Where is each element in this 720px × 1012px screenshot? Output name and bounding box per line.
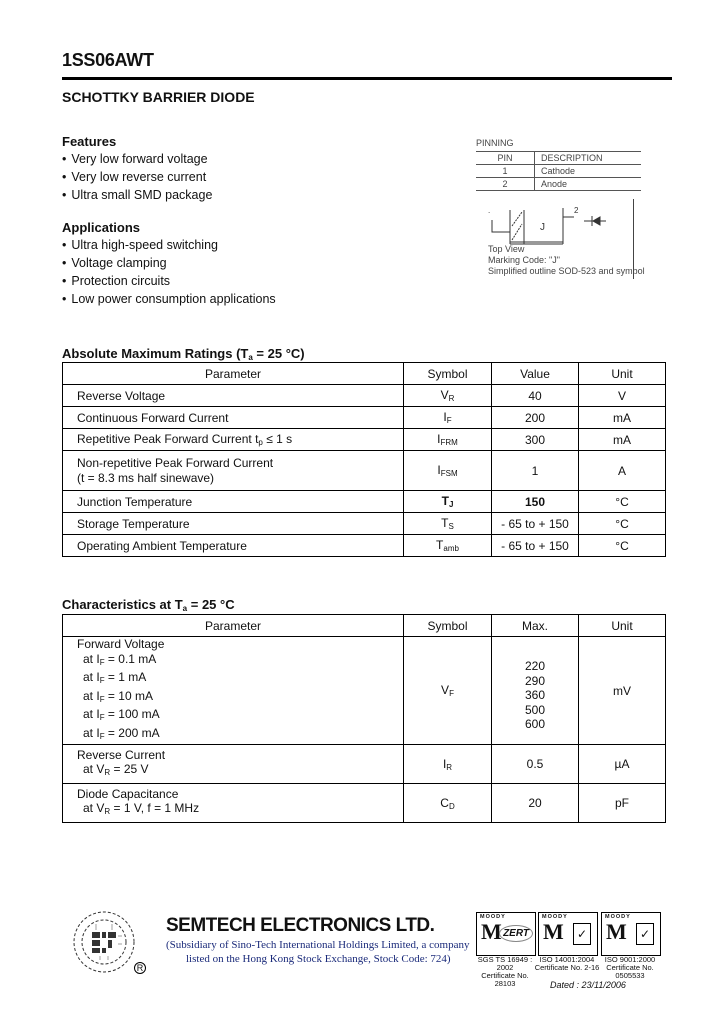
table-row	[476, 152, 641, 165]
cond-sub: F	[99, 731, 105, 741]
cert-standard: SGS TS 16949 : 2002	[477, 955, 533, 972]
param-text: Diode Capacitance	[77, 786, 179, 801]
symbol: I	[437, 463, 441, 477]
symbol-cell	[404, 491, 492, 513]
zert-icon: ZERT	[499, 925, 533, 942]
symbol-cell	[404, 513, 492, 535]
unit-cell: mA	[579, 407, 666, 429]
symbol-sub: F	[446, 416, 452, 425]
param-sub: p	[258, 438, 263, 447]
cond-value: 1 mA	[118, 670, 147, 684]
param-cell	[63, 745, 404, 784]
value-cell: 20	[492, 784, 579, 823]
param-cell: Junction Temperature	[63, 491, 404, 513]
cond-tail: = 25 V	[110, 762, 149, 776]
list-item: • Ultra high-speed switching	[62, 236, 276, 254]
symbol-sub: FRM	[440, 438, 458, 447]
condition-line: at $I_F = 1$ mA	[83, 670, 147, 685]
features-list	[62, 150, 212, 204]
pinning-notes	[488, 244, 645, 277]
cert-standard: ISO 14001:2004	[539, 955, 595, 964]
param-text: Non-repetitive Peak Forward Current	[77, 456, 274, 470]
condition-line	[77, 762, 403, 781]
title-tail: = 25 °C	[187, 597, 235, 612]
header-symbol: Symbol	[404, 363, 492, 385]
param-cell: Operating Ambient Temperature	[63, 535, 404, 557]
symbol-sub: J	[448, 500, 454, 509]
cond-sub: R	[104, 768, 111, 777]
cond-value: 200 mA	[118, 725, 160, 740]
param-text: Forward Voltage	[77, 637, 165, 651]
cert-number: Certificate No. 28103	[481, 971, 529, 988]
value: 600	[524, 717, 546, 732]
pin-number: 1	[476, 165, 535, 178]
note-outline: Simplified outline SOD-523 and symbol	[488, 266, 645, 276]
param-condition: (t = 8.3 ms half sinewave)	[77, 470, 215, 485]
condition-line: at $I_F = 0.1$ mA	[83, 651, 157, 667]
cert-badge-iso9001	[601, 912, 661, 956]
moody-m-icon: M	[606, 919, 627, 944]
param-cell: Reverse Voltage	[63, 385, 404, 407]
sod523-outline-diagram	[486, 200, 626, 246]
cert-number: Certificate No. 0505533	[606, 963, 654, 980]
unit-cell: °C	[579, 535, 666, 557]
table-header-row	[63, 363, 666, 385]
cond-sub: F	[99, 713, 105, 722]
condition-line: at $I_F = 10$ mA	[83, 688, 153, 704]
unit-cell: °C	[579, 513, 666, 535]
symbol-cell	[404, 451, 492, 491]
table-row	[63, 429, 666, 451]
symbol-sub: R	[446, 762, 453, 772]
unit-cell: °C	[579, 491, 666, 513]
symbol-sub: F	[449, 689, 454, 698]
param-cell: Storage Temperature	[63, 513, 404, 535]
unit-cell: mV	[579, 637, 666, 745]
cond-tail: = 1 V, f = 1 MHz	[110, 801, 200, 815]
features-heading: Features	[62, 134, 117, 149]
value-cell: - 65 to + 150	[492, 535, 579, 557]
cert-number: Certificate No. 2-16	[534, 963, 600, 972]
value-cell: 200	[492, 407, 579, 429]
cond-sub: F	[99, 694, 105, 704]
condition-line: at $I_F = 200$ mA	[83, 725, 160, 741]
title-sub: a	[248, 353, 253, 362]
table-row	[476, 165, 641, 178]
cert-caption	[597, 956, 663, 980]
table-row	[63, 513, 666, 535]
symbol-sub: R	[448, 394, 455, 403]
symbol-sub: amb	[443, 544, 459, 553]
title-text: Absolute Maximum Ratings (T	[62, 346, 249, 361]
title-text: Characteristics at T	[62, 597, 183, 612]
moody-m-icon: M	[543, 919, 564, 944]
list-item: • Ultra small SMD package	[62, 186, 212, 204]
cond-prefix: at I	[83, 651, 100, 666]
pin1-label: .	[488, 206, 491, 215]
symbol-cell	[404, 637, 492, 745]
symbol: T	[441, 494, 449, 508]
header-value: Value	[492, 363, 579, 385]
title-rule	[62, 77, 672, 80]
semtech-logo-icon	[72, 910, 136, 974]
header-symbol: Symbol	[404, 615, 492, 637]
value: 220	[524, 659, 546, 674]
applications-list	[62, 236, 276, 308]
symbol-cell	[404, 784, 492, 823]
cert-standard: ISO 9001:2000	[604, 955, 656, 964]
part-number: 1SS06AWT	[62, 50, 154, 70]
param-text: Reverse Current	[77, 747, 166, 762]
symbol-cell	[404, 385, 492, 407]
table-row	[63, 451, 666, 491]
cond-value: 10 mA	[118, 688, 153, 703]
moody-label: MOODY	[605, 914, 631, 920]
table-row	[63, 637, 666, 745]
moody-label: MOODY	[480, 914, 506, 920]
list-item: • Very low forward voltage	[62, 150, 212, 168]
header-max: Max.	[492, 615, 579, 637]
header-unit: Unit	[579, 363, 666, 385]
company-name: SEMTECH ELECTRONICS LTD.	[166, 915, 435, 936]
value: 290	[524, 673, 546, 688]
symbol: V	[440, 388, 449, 402]
pin-number: 2	[476, 178, 535, 191]
cond-prefix: at V	[83, 801, 105, 815]
pin-description: Anode	[535, 178, 642, 191]
value-cell: 300	[492, 429, 579, 451]
cond-prefix: at I	[83, 707, 100, 721]
condition-line: at $I_F = 100$ mA	[83, 707, 160, 722]
table-header-row	[63, 615, 666, 637]
value-cell	[492, 637, 579, 745]
ukas-tick-icon: ✓	[636, 923, 654, 945]
unit-cell: A	[579, 451, 666, 491]
ukas-tick-icon: ✓	[573, 923, 591, 945]
subtitle: SCHOTTKY BARRIER DIODE	[62, 89, 255, 105]
list-item: • Protection circuits	[62, 272, 276, 290]
cert-caption	[534, 956, 600, 972]
company-subsidiary-note	[166, 938, 470, 966]
unit-cell: V	[579, 385, 666, 407]
symbol: C	[440, 795, 449, 810]
cond-prefix: at I	[83, 688, 100, 703]
value-cell: 40	[492, 385, 579, 407]
param-cell	[63, 637, 404, 745]
pinning-table	[476, 151, 641, 191]
symbol-cell	[404, 535, 492, 557]
unit-cell: mA	[579, 429, 666, 451]
registered-mark-icon: R	[134, 962, 146, 974]
symbol: I	[443, 410, 447, 424]
cert-badge-iso14001	[538, 912, 598, 956]
value-cell: 0.5	[492, 745, 579, 784]
symbol: I	[442, 756, 447, 771]
cond-value: 0.1 mA	[118, 651, 157, 666]
symbol: T	[441, 516, 449, 530]
moody-label: MOODY	[542, 914, 568, 920]
table-row	[63, 745, 666, 784]
pin-description: Cathode	[535, 165, 642, 178]
value: 500	[524, 702, 546, 717]
symbol-sub: FSM	[440, 469, 458, 478]
note-marking-code: Marking Code: "J"	[488, 255, 560, 265]
table-row	[63, 385, 666, 407]
param-cell	[63, 451, 404, 491]
list-item: • Low power consumption applications	[62, 290, 276, 308]
value-cell: 1	[492, 451, 579, 491]
value-cell: 150	[492, 491, 579, 513]
header-unit: Unit	[579, 615, 666, 637]
table-row	[63, 407, 666, 429]
title-tail: = 25 °C)	[252, 346, 305, 361]
cert-badge-ts16949	[476, 912, 536, 956]
marking-label: J	[540, 222, 545, 233]
condition-line	[77, 801, 403, 820]
stock-exchange-line: listed on the Hong Kong Stock Exchange, Stock Code: 724)	[186, 953, 451, 965]
symbol-cell	[404, 407, 492, 429]
param-cell: Continuous Forward Current	[63, 407, 404, 429]
symbol: I	[437, 432, 441, 446]
list-item: • Very low reverse current	[62, 168, 212, 186]
symbol-cell	[404, 745, 492, 784]
param-tail: ≤ 1 s	[262, 432, 293, 446]
symbol: V	[441, 683, 450, 697]
symbol-sub: S	[448, 522, 454, 531]
value: 360	[524, 688, 546, 703]
cond-sub: F	[99, 676, 105, 685]
header-parameter: Parameter	[63, 363, 404, 385]
symbol-cell	[404, 429, 492, 451]
table-row	[63, 535, 666, 557]
title-sub: a	[182, 604, 188, 613]
cond-value: 100 mA	[118, 707, 160, 721]
abs-max-title	[62, 346, 305, 362]
table-row	[63, 784, 666, 823]
param-cell	[63, 784, 404, 823]
unit-cell: pF	[579, 784, 666, 823]
cond-sub: R	[104, 807, 111, 816]
cond-prefix: at V	[83, 762, 105, 776]
note-top-view: Top View	[488, 244, 525, 254]
applications-heading: Applications	[62, 220, 141, 235]
pin-header: PIN	[476, 152, 535, 165]
characteristics-table	[62, 614, 666, 823]
characteristics-title	[62, 597, 235, 613]
symbol-sub: D	[448, 801, 455, 811]
header-parameter: Parameter	[63, 615, 404, 637]
moody-m-icon: M	[481, 919, 502, 944]
cond-sub: F	[99, 657, 105, 667]
subsidiary-line: (Subsidiary of Sino-Tech International Holdings Limited, a company	[166, 939, 470, 951]
table-row	[63, 491, 666, 513]
abs-max-table	[62, 362, 666, 557]
symbol: T	[436, 538, 444, 552]
cond-prefix: at I	[83, 670, 100, 684]
description-header: DESCRIPTION	[535, 152, 642, 165]
pin2-label: 2	[574, 206, 579, 215]
table-row	[476, 178, 641, 191]
param-text: Repetitive Peak Forward Current t	[77, 432, 259, 446]
cond-prefix: at I	[83, 725, 100, 740]
value-cell: - 65 to + 150	[492, 513, 579, 535]
cert-caption	[472, 956, 538, 988]
pinning-title: PINNING	[476, 138, 514, 148]
unit-cell: µA	[579, 745, 666, 784]
list-item: • Voltage clamping	[62, 254, 276, 272]
param-cell	[63, 429, 404, 451]
dated-label: Dated : 23/11/2006	[550, 980, 626, 990]
